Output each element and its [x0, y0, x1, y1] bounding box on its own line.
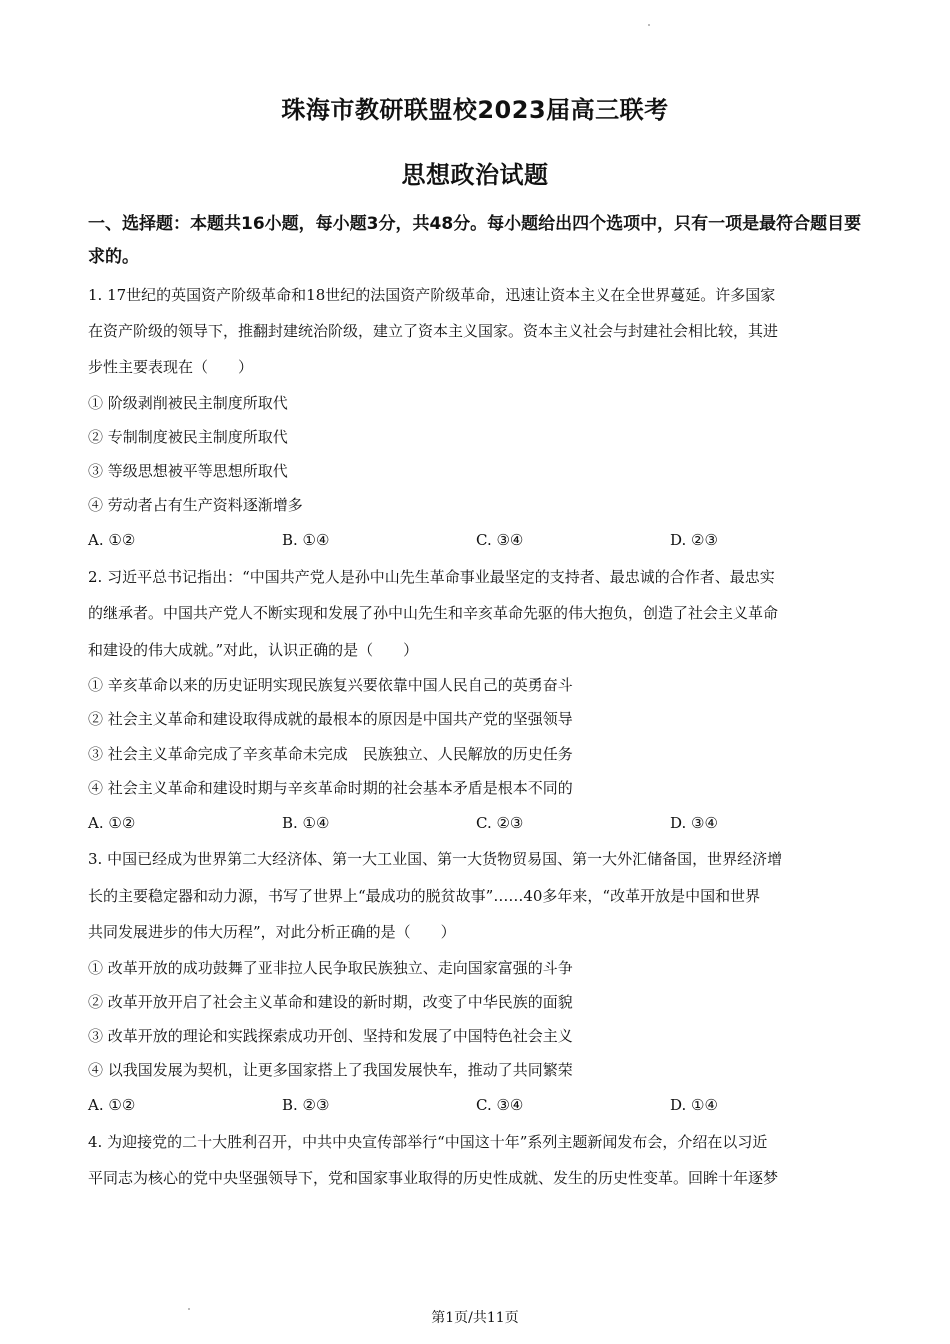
option-a[interactable]: A. ①②	[88, 814, 136, 832]
option-b[interactable]: B. ①④	[282, 814, 330, 832]
question-1-stem-line: 步性主要表现在（ ）	[88, 358, 254, 376]
option-b[interactable]: B. ①④	[282, 531, 330, 549]
question-1-item: ③ 等级思想被平等思想所取代	[88, 462, 288, 480]
option-a[interactable]: A. ①②	[88, 1096, 136, 1114]
question-1-stem-line: 1. 17世纪的英国资产阶级革命和18世纪的法国资产阶级革命，迅速让资本主义在全世界蔓延。许多国家	[88, 286, 776, 304]
section-heading: 一、选择题：本题共16小题，每小题3分，共48分。每小题给出四个选项中，只有一项是最符合题目要求的。	[88, 214, 862, 267]
question-1-stem-line: 在资产阶级的领导下，推翻封建统治阶级，建立了资本主义国家。资本主义社会与封建社会相比较，其进	[88, 322, 779, 340]
question-4-stem-line: 4. 为迎接党的二十大胜利召开，中共中央宣传部举行“中国这十年”系列主题新闻发布会，介绍在以习近	[88, 1133, 768, 1151]
option-c[interactable]: C. ③④	[476, 531, 524, 549]
question-1-item: ② 专制制度被民主制度所取代	[88, 428, 288, 446]
question-2-stem-line: 的继承者。中国共产党人不断实现和发展了孙中山先生和辛亥革命先驱的伟大抱负，创造了社会主义革命	[88, 604, 779, 622]
question-3-stem-line: 长的主要稳定器和动力源，书写了世界上“最成功的脱贫故事”……40多年来，“改革开放是中国和世界	[88, 887, 761, 905]
question-3-stem-line: 共同发展进步的伟大历程”，对此分析正确的是（ ）	[88, 923, 456, 941]
question-2-stem-line: 和建设的伟大成就。”对此，认识正确的是（ ）	[88, 641, 419, 659]
exam-title: 珠海市教研联盟校2023届高三联考	[281, 96, 669, 124]
question-3-item: ③ 改革开放的理论和实践探索成功开创、坚持和发展了中国特色社会主义	[88, 1027, 573, 1045]
question-3-item: ① 改革开放的成功鼓舞了亚非拉人民争取民族独立、走向国家富强的斗争	[88, 959, 573, 977]
option-d[interactable]: D. ①④	[670, 1096, 718, 1114]
page-number: 第1页/共11页	[431, 1310, 519, 1326]
question-2-item: ④ 社会主义革命和建设时期与辛亥革命时期的社会基本矛盾是根本不同的	[88, 779, 573, 797]
option-c[interactable]: C. ②③	[476, 814, 524, 832]
option-d[interactable]: D. ③④	[670, 814, 718, 832]
exam-subtitle: 思想政治试题	[401, 161, 549, 189]
question-3-item: ④ 以我国发展为契机，让更多国家搭上了我国发展快车，推动了共同繁荣	[88, 1061, 573, 1079]
question-2-item: ③ 社会主义革命完成了辛亥革命未完成 民族独立、人民解放的历史任务	[88, 745, 573, 763]
option-c[interactable]: C. ③④	[476, 1096, 524, 1114]
question-4-stem-line: 平同志为核心的党中央坚强领导下，党和国家事业取得的历史性成就、发生的历史性变革。回眸十年逐梦	[88, 1169, 779, 1187]
question-3-stem-line: 3. 中国已经成为世界第二大经济体、第一大工业国、第一大货物贸易国、第一大外汇储备国，世界经济增	[88, 850, 783, 868]
option-a[interactable]: A. ①②	[88, 531, 136, 549]
option-b[interactable]: B. ②③	[282, 1096, 330, 1114]
question-2-item: ② 社会主义革命和建设取得成就的最根本的原因是中国共产党的坚强领导	[88, 710, 573, 728]
question-2-stem-line: 2. 习近平总书记指出：“中国共产党人是孙中山先生革命事业最坚定的支持者、最忠诚的合作者、最忠实	[88, 568, 775, 586]
question-2-item: ① 辛亥革命以来的历史证明实现民族复兴要依靠中国人民自己的英勇奋斗	[88, 676, 573, 694]
question-3-item: ② 改革开放开启了社会主义革命和建设的新时期，改变了中华民族的面貌	[88, 993, 573, 1011]
question-1-item: ① 阶级剥削被民主制度所取代	[88, 394, 288, 412]
option-d[interactable]: D. ②③	[670, 531, 718, 549]
scan-dot	[648, 24, 650, 26]
question-1-item: ④ 劳动者占有生产资料逐渐增多	[88, 496, 303, 514]
